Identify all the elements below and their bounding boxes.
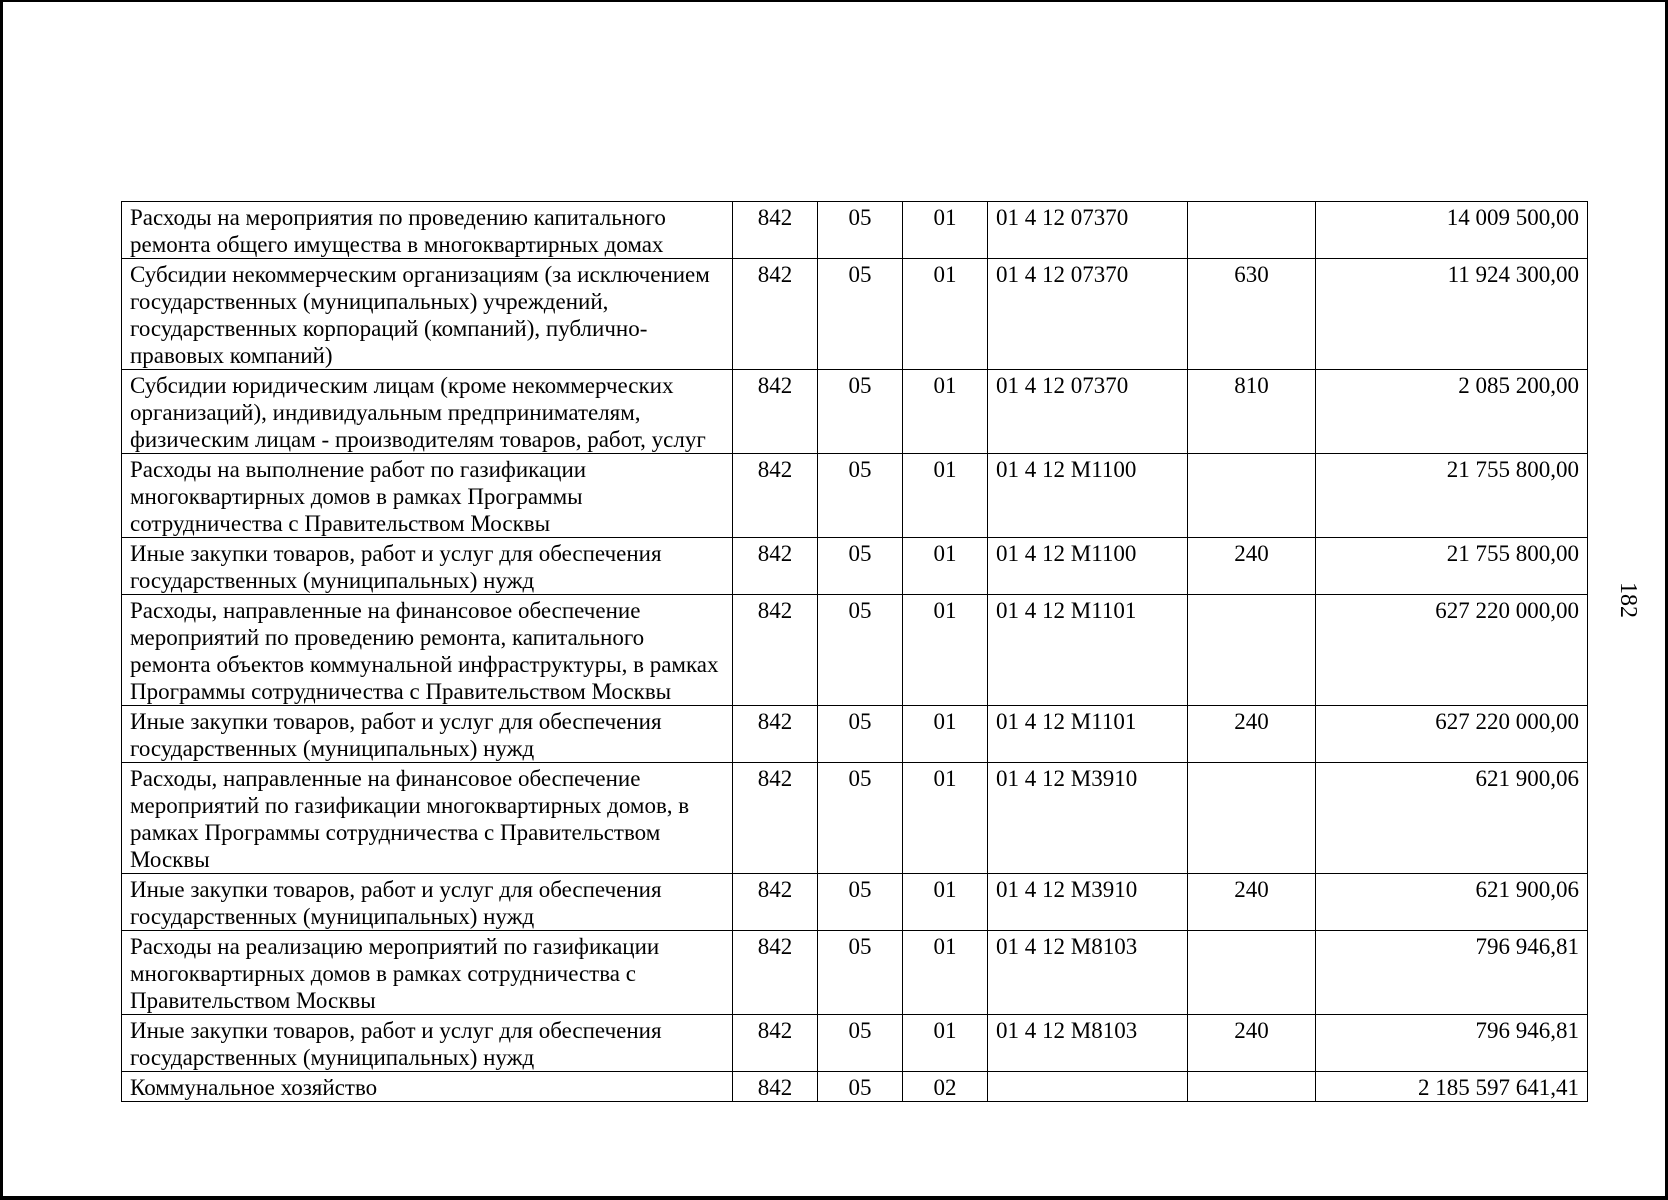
- section-cell: 05: [818, 1015, 903, 1072]
- subsection-cell: 02: [903, 1072, 988, 1102]
- expense-name-cell: Иные закупки товаров, работ и услуг для обеспечения государственных (муниципальных) нужд: [122, 706, 733, 763]
- expense-type-cell: 810: [1188, 370, 1316, 454]
- section-cell: 05: [818, 874, 903, 931]
- target-article-cell: 01 4 12 М1101: [988, 706, 1188, 763]
- section-cell: 05: [818, 202, 903, 259]
- table-row: [122, 202, 1588, 259]
- table-row: [122, 370, 1588, 454]
- ministry-code-cell: 842: [733, 763, 818, 874]
- section-cell: 05: [818, 259, 903, 370]
- table-row: [122, 538, 1588, 595]
- subsection-cell: 01: [903, 595, 988, 706]
- expense-name-cell: Иные закупки товаров, работ и услуг для обеспечения государственных (муниципальных) нужд: [122, 874, 733, 931]
- expense-type-cell: [1188, 1072, 1316, 1102]
- section-cell: 05: [818, 370, 903, 454]
- table-row: [122, 1072, 1588, 1102]
- page-number: 182: [1615, 582, 1641, 618]
- table-row: [122, 454, 1588, 538]
- section-cell: 05: [818, 454, 903, 538]
- section-cell: 05: [818, 538, 903, 595]
- expense-name-cell: Расходы, направленные на финансовое обеспечение мероприятий по газификации многоквартирных домов, в рамках Программы сотрудничества с Правительством Москвы: [122, 763, 733, 874]
- section-cell: 05: [818, 706, 903, 763]
- ministry-code-cell: 842: [733, 1015, 818, 1072]
- target-article-cell: 01 4 12 М1100: [988, 538, 1188, 595]
- table-row: [122, 1015, 1588, 1072]
- subsection-cell: 01: [903, 454, 988, 538]
- section-cell: 05: [818, 595, 903, 706]
- amount-cell: 621 900,06: [1316, 874, 1588, 931]
- amount-cell: 21 755 800,00: [1316, 538, 1588, 595]
- amount-cell: 2 185 597 641,41: [1316, 1072, 1588, 1102]
- amount-cell: 11 924 300,00: [1316, 259, 1588, 370]
- target-article-cell: 01 4 12 07370: [988, 202, 1188, 259]
- table-row: [122, 259, 1588, 370]
- scan-border-bottom: [0, 1196, 1668, 1200]
- ministry-code-cell: 842: [733, 370, 818, 454]
- amount-cell: 627 220 000,00: [1316, 706, 1588, 763]
- amount-cell: 14 009 500,00: [1316, 202, 1588, 259]
- expense-name-cell: Расходы на мероприятия по проведению капитального ремонта общего имущества в многоквартирных домах: [122, 202, 733, 259]
- subsection-cell: 01: [903, 202, 988, 259]
- section-cell: 05: [818, 1072, 903, 1102]
- target-article-cell: 01 4 12 М3910: [988, 763, 1188, 874]
- section-cell: 05: [818, 931, 903, 1015]
- target-article-cell: 01 4 12 07370: [988, 370, 1188, 454]
- subsection-cell: 01: [903, 538, 988, 595]
- subsection-cell: 01: [903, 259, 988, 370]
- ministry-code-cell: 842: [733, 1072, 818, 1102]
- expense-name-cell: Расходы, направленные на финансовое обеспечение мероприятий по проведению ремонта, капитального ремонта объектов коммунальной инфраструктуры, в рамках Программы сотрудничества с Правительством Москвы: [122, 595, 733, 706]
- target-article-cell: [988, 1072, 1188, 1102]
- subsection-cell: 01: [903, 1015, 988, 1072]
- amount-cell: 796 946,81: [1316, 931, 1588, 1015]
- target-article-cell: 01 4 12 М8103: [988, 931, 1188, 1015]
- ministry-code-cell: 842: [733, 259, 818, 370]
- amount-cell: 627 220 000,00: [1316, 595, 1588, 706]
- table-row: [122, 931, 1588, 1015]
- amount-cell: 2 085 200,00: [1316, 370, 1588, 454]
- expense-type-cell: 240: [1188, 538, 1316, 595]
- table-row: [122, 595, 1588, 706]
- expense-type-cell: 240: [1188, 874, 1316, 931]
- expense-type-cell: [1188, 763, 1316, 874]
- expense-name-cell: Расходы на выполнение работ по газификации многоквартирных домов в рамках Программы сотрудничества с Правительством Москвы: [122, 454, 733, 538]
- expense-type-cell: [1188, 454, 1316, 538]
- subsection-cell: 01: [903, 874, 988, 931]
- section-cell: 05: [818, 763, 903, 874]
- expense-type-cell: 630: [1188, 259, 1316, 370]
- budget-table: [121, 201, 1588, 1102]
- ministry-code-cell: 842: [733, 202, 818, 259]
- target-article-cell: 01 4 12 М8103: [988, 1015, 1188, 1072]
- target-article-cell: 01 4 12 М1101: [988, 595, 1188, 706]
- expense-type-cell: 240: [1188, 1015, 1316, 1072]
- scan-border-left: [0, 0, 3, 1200]
- subsection-cell: 01: [903, 931, 988, 1015]
- table-row: [122, 874, 1588, 931]
- ministry-code-cell: 842: [733, 595, 818, 706]
- expense-type-cell: [1188, 202, 1316, 259]
- expense-type-cell: [1188, 931, 1316, 1015]
- expense-name-cell: Субсидии некоммерческим организациям (за исключением государственных (муниципальных) учреждений, государственных корпораций (компаний), публично-правовых компаний): [122, 259, 733, 370]
- expense-name-cell: Иные закупки товаров, работ и услуг для обеспечения государственных (муниципальных) нужд: [122, 538, 733, 595]
- scan-border-top: [0, 0, 1668, 2]
- subsection-cell: 01: [903, 706, 988, 763]
- ministry-code-cell: 842: [733, 874, 818, 931]
- ministry-code-cell: 842: [733, 454, 818, 538]
- expense-name-cell: Иные закупки товаров, работ и услуг для обеспечения государственных (муниципальных) нужд: [122, 1015, 733, 1072]
- amount-cell: 621 900,06: [1316, 763, 1588, 874]
- table-row: [122, 706, 1588, 763]
- expense-type-cell: [1188, 595, 1316, 706]
- ministry-code-cell: 842: [733, 706, 818, 763]
- amount-cell: 21 755 800,00: [1316, 454, 1588, 538]
- subsection-cell: 01: [903, 763, 988, 874]
- target-article-cell: 01 4 12 М3910: [988, 874, 1188, 931]
- amount-cell: 796 946,81: [1316, 1015, 1588, 1072]
- expense-type-cell: 240: [1188, 706, 1316, 763]
- target-article-cell: 01 4 12 М1100: [988, 454, 1188, 538]
- subsection-cell: 01: [903, 370, 988, 454]
- ministry-code-cell: 842: [733, 538, 818, 595]
- expense-name-cell: Субсидии юридическим лицам (кроме некоммерческих организаций), индивидуальным предпринимателям, физическим лицам - производителям товаров, работ, услуг: [122, 370, 733, 454]
- expense-name-cell: Расходы на реализацию мероприятий по газификации многоквартирных домов в рамках сотрудничества с Правительством Москвы: [122, 931, 733, 1015]
- table-row: [122, 763, 1588, 874]
- target-article-cell: 01 4 12 07370: [988, 259, 1188, 370]
- expense-name-cell: Коммунальное хозяйство: [122, 1072, 733, 1102]
- ministry-code-cell: 842: [733, 931, 818, 1015]
